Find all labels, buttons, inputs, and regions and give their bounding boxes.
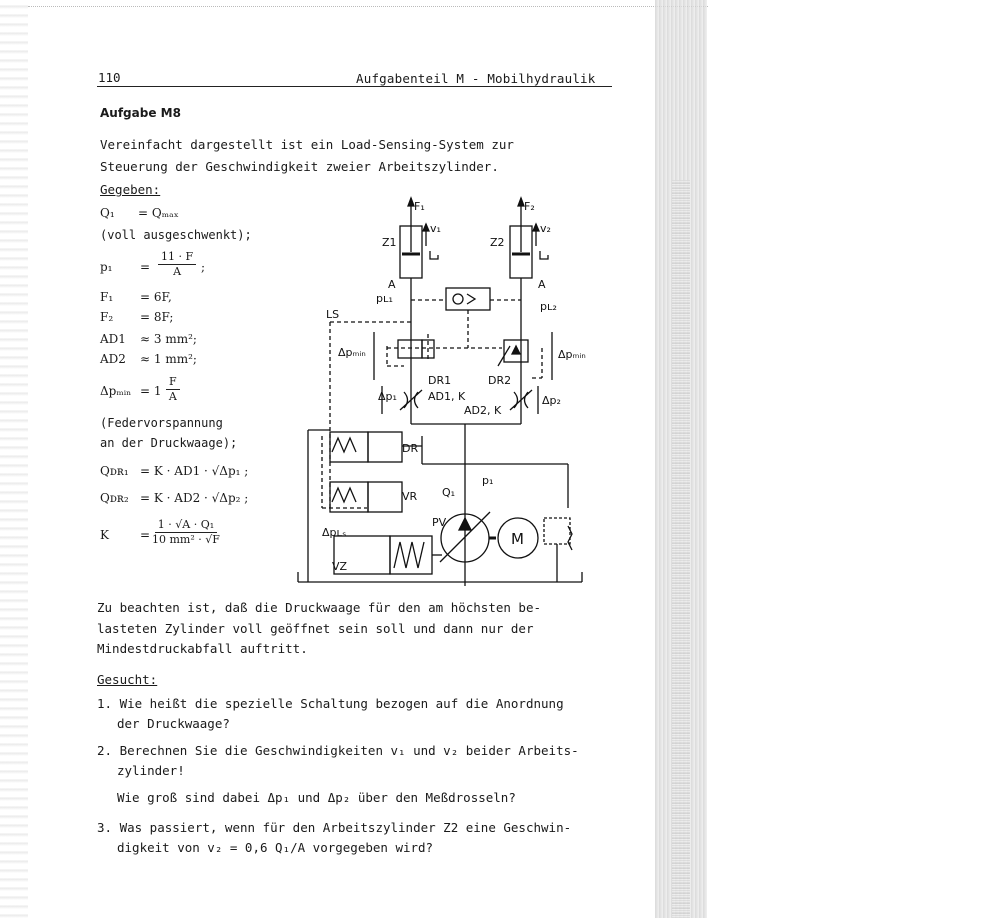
question-2-line-2: zylinder! [117,763,185,778]
label-p1: p₁ [482,474,494,487]
scan-top-edge [28,6,708,7]
given-ad2-lhs: AD2 [100,352,126,366]
label-vr: VR [402,490,418,503]
page-number: 110 [98,70,121,85]
label-q1: Q₁ [442,486,456,499]
given-p1-end: ; [201,260,206,274]
given-f1-lhs: F₁ [100,290,114,304]
given-spring-note-2: an der Druckwaage); [100,436,238,450]
given-p1-numerator: 11 · F [158,250,196,265]
given-ad2-rhs: ≈ 1 mm²; [140,352,197,366]
question-3-line-2: digkeit von v₂ = 0,6 Q₁/A vorgegeben wird? [117,840,434,855]
label-f2: F₂ [524,200,535,213]
question-1-line-2: der Druckwaage? [117,716,230,731]
given-ad1-rhs: ≈ 3 mm²; [140,332,197,346]
given-k-fraction [152,518,220,547]
given-p1-denominator: A [173,265,182,278]
given-k-numerator: 1 · √A · Q₁ [155,518,217,533]
label-m: M [511,530,524,548]
label-dpmin-left: Δpₘᵢₙ [338,346,366,359]
given-dpmin-eq: = 1 [140,384,162,398]
given-spring-note-1: (Federvorspannung [100,416,223,430]
given-p1-fraction [158,250,196,279]
task-title: Aufgabe M8 [100,106,181,120]
given-p1-eq: = [140,260,151,274]
given-f2-rhs: = 8F; [140,310,174,324]
intro-line-2: Steuerung der Geschwindigkeit zweier Arbeitszylinder. [100,159,499,174]
question-2-line-1: 2. Berechnen Sie die Geschwindigkeiten v₁ und v₂ beider Arbeits- [97,743,579,758]
label-dpmin-right: Δpₘᵢₙ [558,348,586,361]
note-line-3: Mindestdruckabfall auftritt. [97,641,308,656]
load-sensing-circuit-diagram [292,196,604,590]
given-k-eq: = [140,528,151,542]
label-v1: v₁ [430,222,441,235]
label-pl1: pʟ₁ [376,292,393,305]
question-1-line-1: 1. Wie heißt die spezielle Schaltung bezogen auf die Anordnung [97,696,564,711]
label-a-left: A [388,278,396,291]
question-2-line-3: Wie groß sind dabei Δp₁ und Δp₂ über den Meßdrosseln? [117,790,516,805]
label-pv: PV [432,516,447,529]
given-dpmin-lhs: Δpₘᵢₙ [100,384,132,398]
label-dr1: DR1 [428,374,452,387]
note-line-1: Zu beachten ist, daß die Druckwaage für den am höchsten be- [97,600,542,615]
given-heading: Gegeben: [100,182,161,197]
given-k-lhs: K [100,528,109,542]
label-pl2: pʟ₂ [540,300,557,313]
label-vz: VZ [332,560,348,573]
chapter-title: Aufgabenteil M - Mobilhydraulik [356,71,596,86]
given-p1-lhs: p₁ [100,260,113,274]
note-line-2: lasteten Zylinder voll geöffnet sein soll und dann nur der [97,621,534,636]
label-ad1k: AD1, K [428,390,466,403]
label-dr2: DR2 [488,374,512,387]
label-ad2k: AD2, K [464,404,502,417]
given-f1-rhs: = 6F, [140,290,172,304]
question-3-line-1: 3. Was passiert, wenn für den Arbeitszylinder Z2 eine Geschwin- [97,820,572,835]
sought-heading: Gesucht: [97,672,158,687]
given-q1-lhs: Q₁ [100,206,115,220]
given-dpmin-denominator: A [168,390,177,403]
given-dpmin-fraction [166,375,180,404]
label-v2: v₂ [540,222,551,235]
label-dr: DR [402,442,419,455]
given-dpmin-numerator: F [166,375,180,390]
given-qdr2-rhs: = K · AD2 · √Δp₂ ; [140,491,249,505]
header-rule [97,86,612,87]
given-qdr1-rhs: = K · AD1 · √Δp₁ ; [140,464,249,478]
label-f1: F₁ [414,200,425,213]
given-qdr2-lhs: Qᴅʀ₂ [100,491,129,505]
label-a-right: A [538,278,546,291]
given-q1-rhs: = Qₘₐₓ [138,206,179,220]
given-k-denominator: 10 mm² · √F [152,533,220,546]
given-q1-note: (voll ausgeschwenkt); [100,228,252,242]
given-qdr1-lhs: Qᴅʀ₁ [100,464,129,478]
given-ad1-lhs: AD1 [100,332,126,346]
label-dp1: Δp₁ [378,390,397,403]
label-z2: Z2 [490,236,505,249]
scan-left-edge [0,0,28,918]
book-spine-shadow-lower [672,180,690,918]
label-dp2: Δp₂ [542,394,561,407]
label-dpls: Δpʟₛ [322,526,347,539]
label-ls: LS [326,308,340,321]
shuttle-valve [446,288,490,310]
given-f2-lhs: F₂ [100,310,114,324]
intro-line-1: Vereinfacht dargestellt ist ein Load-Sensing-System zur [100,137,514,152]
label-z1: Z1 [382,236,397,249]
